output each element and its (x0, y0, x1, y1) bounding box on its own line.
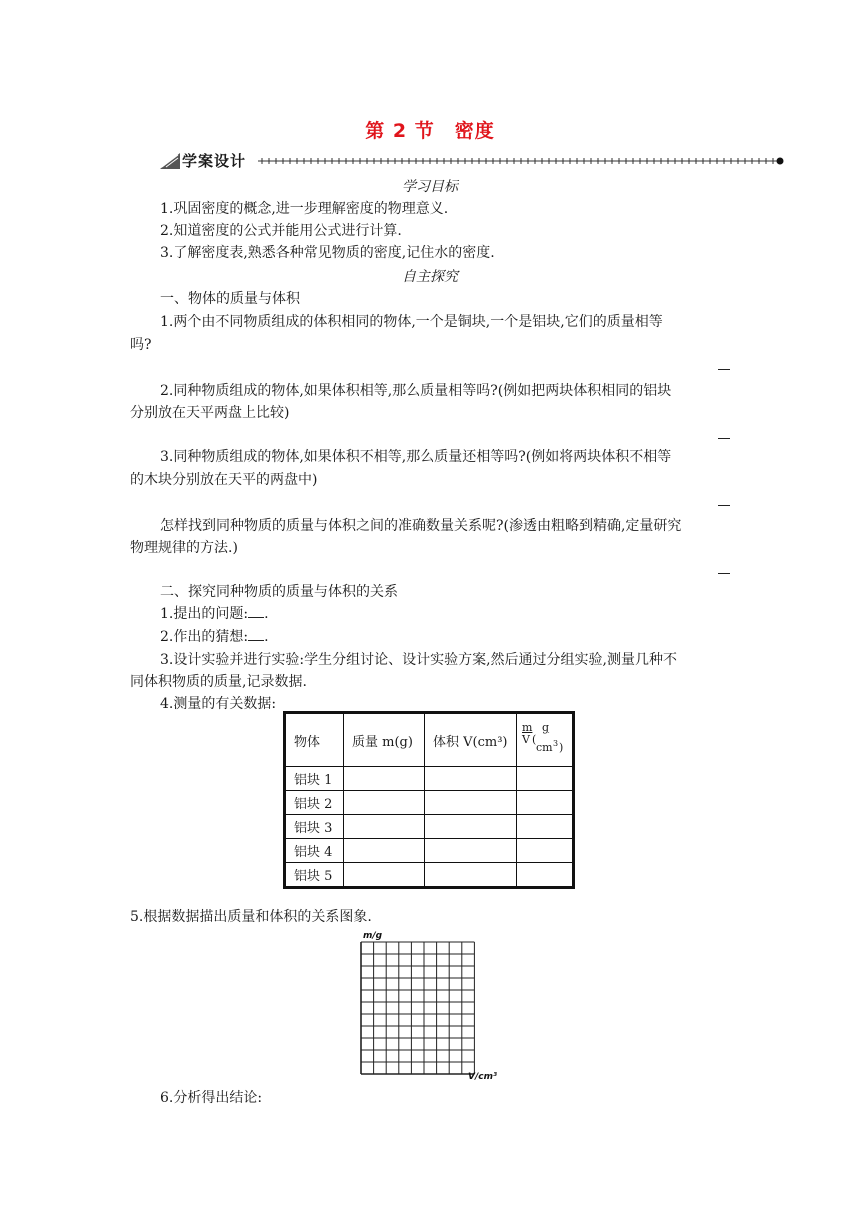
q2-line2: 分别放在天平两盘上比较) (130, 405, 290, 421)
cell-mass[interactable] (344, 863, 425, 887)
ratio-g: g (542, 721, 550, 734)
cell-volume[interactable] (425, 839, 517, 863)
row-label: 铝块 5 (286, 863, 344, 887)
p2-item2-text: 2.作出的猜想: (160, 629, 249, 645)
header-volume (425, 714, 517, 767)
answer-blank-guess[interactable] (248, 627, 264, 641)
section-header (160, 150, 785, 172)
data-table (285, 713, 573, 887)
ratio-exp: 3 (553, 739, 559, 748)
item5: 5.根据数据描出质量和体积的关系图象. (130, 909, 372, 925)
header-ratio: m V ( g cm 3 ) (517, 714, 573, 767)
cell-mass[interactable] (344, 839, 425, 863)
p2-item1-end: . (264, 606, 269, 622)
cell-mass[interactable] (344, 791, 425, 815)
q1-line2: 吗? (130, 337, 152, 353)
p2-item2 (160, 627, 269, 647)
cell-ratio[interactable] (517, 791, 573, 815)
page-title: 第 2 节 密度 (365, 120, 495, 142)
graph-xlabel: V/cm³ (468, 1072, 497, 1082)
q1-line1: 1.两个由不同物质组成的体积相同的物体,一个是铜块,一个是铝块,它们的质量相等 (160, 314, 663, 330)
p2-item4: 4.测量的有关数据: (160, 696, 277, 712)
q3-line2: 的木块分别放在天平的两盘中) (130, 472, 318, 488)
header-mass-text: 质量 m(g) (352, 734, 413, 750)
row-label: 铝块 3 (286, 815, 344, 839)
graph-grid (361, 942, 474, 1074)
p2-item3-line2: 同体积物质的质量,记录数据. (130, 674, 307, 690)
cell-volume[interactable] (425, 791, 517, 815)
cell-volume[interactable] (425, 767, 517, 791)
objectives-heading: 学习目标 (402, 179, 458, 195)
answer-blank-q4[interactable] (718, 573, 730, 574)
part1-title: 一、物体的质量与体积 (160, 291, 300, 307)
table-row (286, 767, 573, 791)
ratio-v: V (522, 733, 530, 746)
cell-ratio[interactable] (517, 767, 573, 791)
cell-volume[interactable] (425, 815, 517, 839)
ratio-m: m (522, 721, 533, 734)
q4-line2: 物理规律的方法.) (130, 540, 238, 556)
cell-mass[interactable] (344, 815, 425, 839)
explore-heading: 自主探究 (402, 269, 458, 285)
triangle-icon (160, 153, 180, 169)
answer-blank-q3[interactable] (718, 505, 730, 506)
part2-title: 二、探究同种物质的质量与体积的关系 (160, 584, 398, 600)
table-row (286, 863, 573, 887)
ratio-cm: cm (536, 741, 553, 754)
table-row (286, 815, 573, 839)
q4-line1: 怎样找到同种物质的质量与体积之间的准确数量关系呢?(渗透由粗略到精确,定量研究 (160, 518, 682, 534)
cell-ratio[interactable] (517, 815, 573, 839)
p2-item1-text: 1.提出的问题: (160, 606, 249, 622)
table-header-row (286, 714, 573, 767)
answer-blank-q1[interactable] (718, 369, 730, 370)
answer-blank-question[interactable] (248, 604, 264, 618)
answer-blank-q2[interactable] (718, 438, 730, 439)
p2-item1 (160, 604, 269, 624)
objective-1: 1.巩固密度的概念,进一步理解密度的物理意义. (160, 201, 449, 217)
cell-ratio[interactable] (517, 839, 573, 863)
p2-item2-end: . (264, 629, 269, 645)
dotted-rule (258, 150, 785, 172)
q3-line1: 3.同种物质组成的物体,如果体积不相等,那么质量还相等吗?(例如将两块体积不相等 (160, 449, 672, 465)
header-mass (344, 714, 425, 767)
objective-2: 2.知道密度的公式并能用公式进行计算. (160, 223, 402, 239)
objective-3: 3.了解密度表,熟悉各种常见物质的密度,记住水的密度. (160, 245, 495, 261)
cell-ratio[interactable] (517, 863, 573, 887)
q2-line1: 2.同种物质组成的物体,如果体积相等,那么质量相等吗?(例如把两块体积相同的铝块 (160, 383, 672, 399)
p2-item3-line1: 3.设计实验并进行实验:学生分组讨论、设计实验方案,然后通过分组实验,测量几种不 (160, 652, 677, 668)
header-volume-text: 体积 V(cm³) (433, 734, 508, 750)
table-row (286, 791, 573, 815)
row-label: 铝块 4 (286, 839, 344, 863)
row-label: 铝块 1 (286, 767, 344, 791)
mass-volume-graph[interactable] (349, 927, 509, 1082)
graph-ylabel: m/g (363, 931, 383, 941)
cell-volume[interactable] (425, 863, 517, 887)
table-row (286, 839, 573, 863)
row-label: 铝块 2 (286, 791, 344, 815)
section-label: 学案设计 (182, 152, 247, 170)
item6: 6.分析得出结论: (160, 1090, 263, 1106)
cell-mass[interactable] (344, 767, 425, 791)
header-object: 物体 (286, 714, 344, 767)
